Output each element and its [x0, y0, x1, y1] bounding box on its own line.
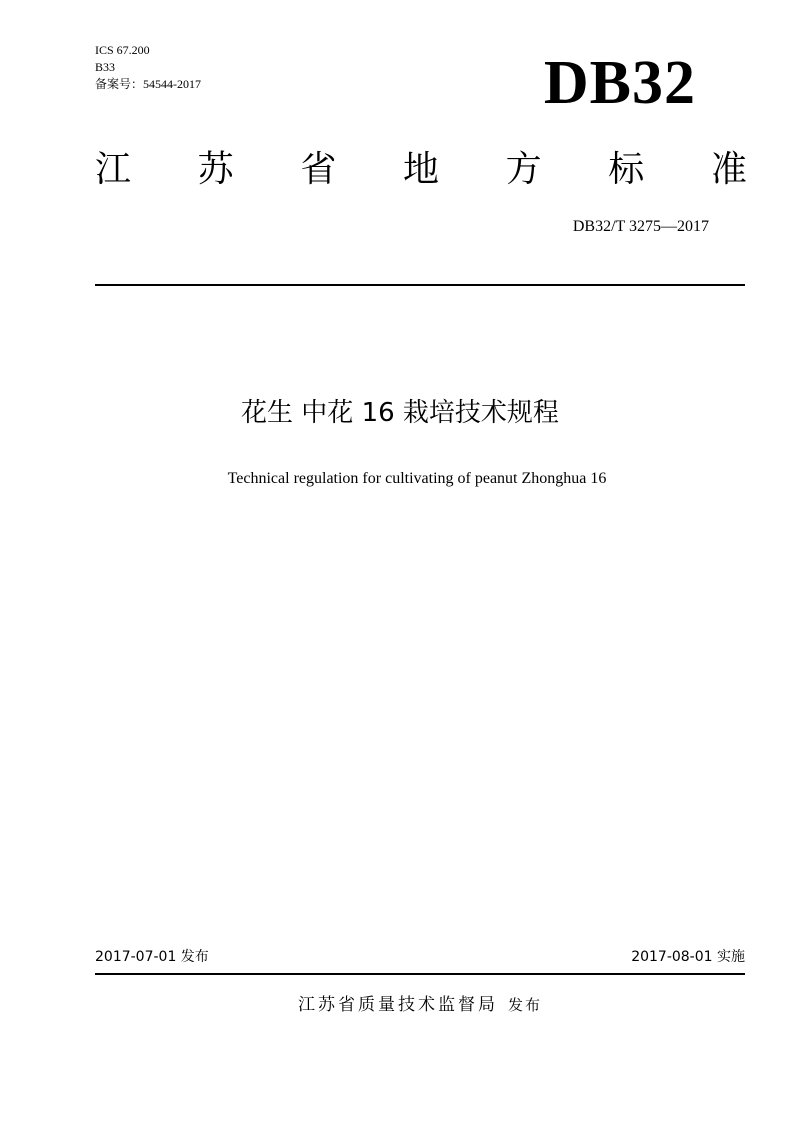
title-char: 江 [95, 149, 132, 190]
title-char: 标 [608, 149, 645, 190]
classification-block [95, 42, 201, 93]
issue-action: 发布 [507, 996, 542, 1014]
standard-number: DB32/T 3275—2017 [572, 218, 709, 235]
title-char: 省 [300, 149, 337, 190]
issuer-line [0, 990, 800, 1015]
issue-date: 2017-07-01 发布 [95, 949, 209, 965]
ccs-code: B33 [95, 60, 116, 74]
title-char: 苏 [197, 149, 234, 190]
top-divider [95, 284, 745, 286]
record-number: 备案号：54544-2017 [95, 77, 201, 91]
standard-code-mark: DB32 [543, 49, 696, 117]
issuing-organization: 江苏省质量技术监督局 [297, 995, 498, 1015]
ics-code: ICS 67.200 [95, 43, 150, 57]
document-subtitle: Technical regulation for cultivating of peanut Zhonghua 16 [227, 470, 607, 487]
title-char: 方 [505, 149, 542, 190]
standard-category-title [95, 146, 747, 194]
bottom-divider [95, 973, 745, 975]
title-char: 准 [710, 149, 747, 190]
effective-date: 2017-08-01 实施 [631, 949, 745, 965]
document-title: 花生 中花 16 栽培技术规程 [241, 398, 559, 428]
title-char: 地 [402, 149, 439, 190]
